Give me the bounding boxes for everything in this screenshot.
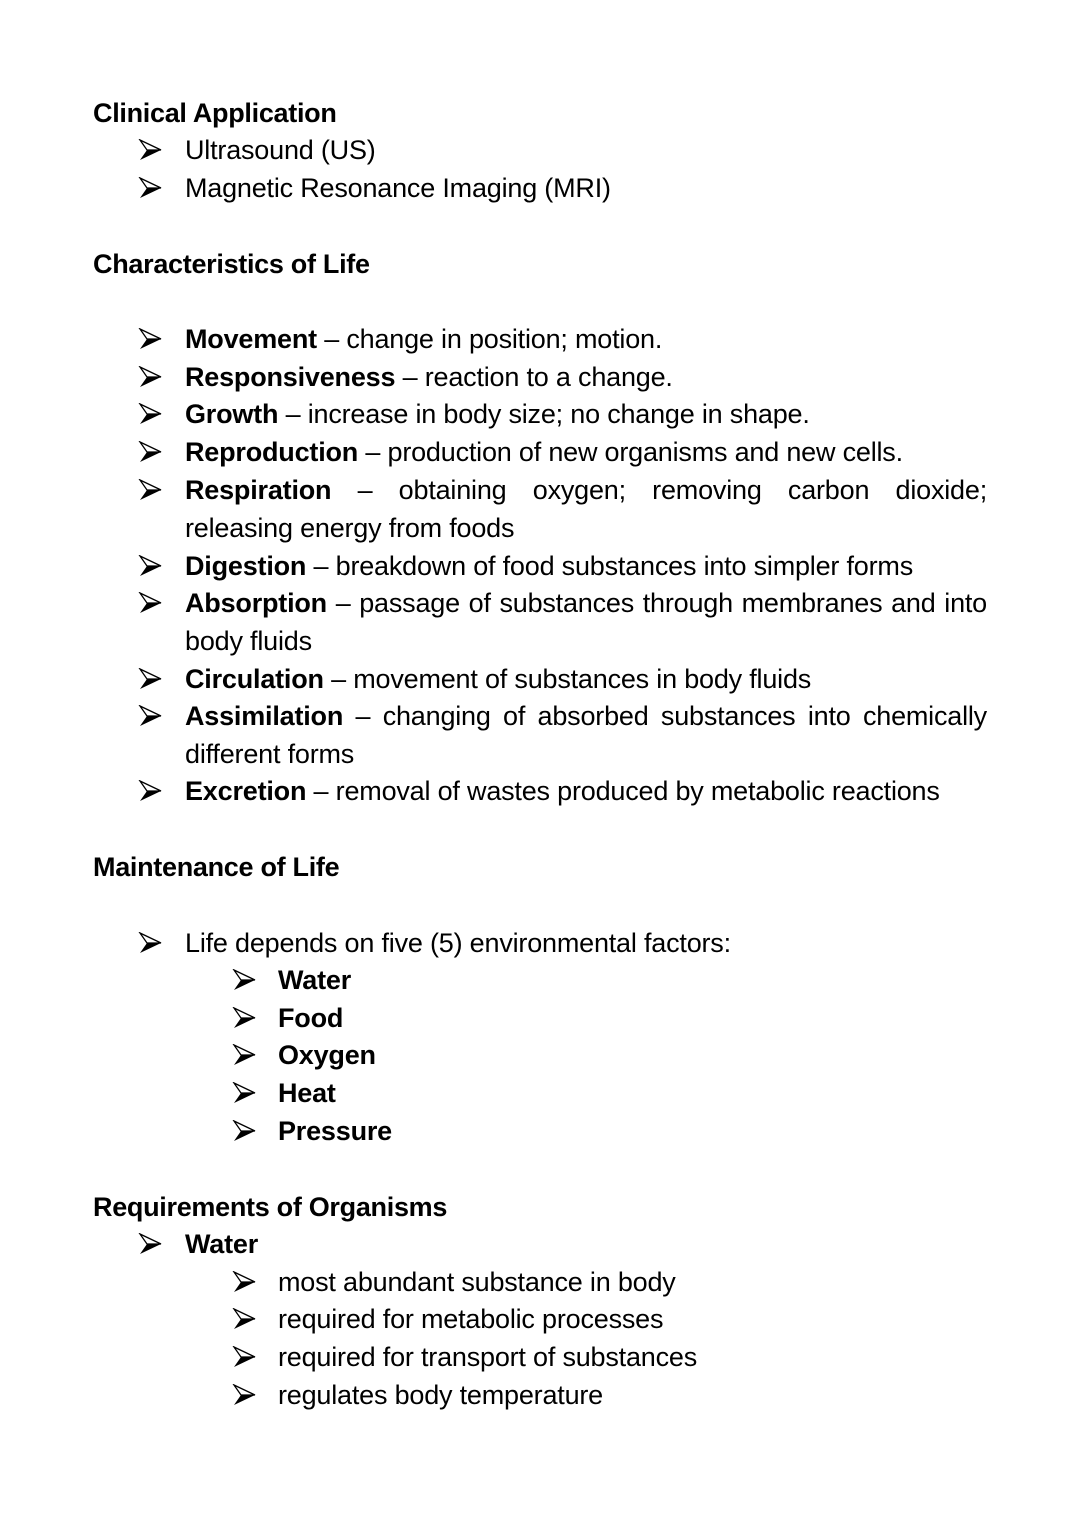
arrowhead-bullet-icon <box>232 1007 256 1029</box>
arrowhead-bullet-icon <box>232 1120 256 1142</box>
water-point-abundant: most abundant substance in body <box>278 1267 676 1297</box>
term: Growth <box>185 399 279 429</box>
term: Absorption <box>185 588 327 618</box>
factor-water <box>278 961 978 999</box>
term: Movement <box>185 324 317 354</box>
list-item-assimilation <box>185 697 987 773</box>
term: Digestion <box>185 551 307 581</box>
arrowhead-bullet-icon <box>138 555 162 577</box>
arrowhead-bullet-icon <box>138 592 162 614</box>
section-heading-requirements-of-organisms: Requirements of Organisms <box>93 1192 448 1222</box>
definition: – changing of absorbed substances into chemically different forms <box>185 701 987 769</box>
arrowhead-bullet-icon <box>232 1044 256 1066</box>
factor-pressure <box>278 1112 978 1150</box>
arrowhead-bullet-icon <box>232 1384 256 1406</box>
water-point-transport: required for transport of substances <box>278 1342 698 1372</box>
list-item-movement <box>185 320 987 358</box>
arrowhead-bullet-icon <box>138 403 162 425</box>
section-heading-characteristics-of-life: Characteristics of Life <box>93 249 370 279</box>
arrowhead-bullet-icon <box>232 1346 256 1368</box>
factor-label: Food <box>278 1003 344 1033</box>
list-item-environmental-factors-intro: Life depends on five (5) environmental factors: <box>185 928 731 958</box>
term: Reproduction <box>185 437 359 467</box>
list-item-excretion <box>185 772 987 810</box>
factor-oxygen <box>278 1036 978 1074</box>
arrowhead-bullet-icon <box>138 328 162 350</box>
list-item-digestion <box>185 547 987 585</box>
factor-food <box>278 999 978 1037</box>
definition: – increase in body size; no change in shape. <box>278 399 810 429</box>
arrowhead-bullet-icon <box>138 441 162 463</box>
arrowhead-bullet-icon <box>232 1082 256 1104</box>
factor-label: Oxygen <box>278 1040 376 1070</box>
water-point-metabolic: required for metabolic processes <box>278 1304 664 1334</box>
term: Assimilation <box>185 701 344 731</box>
arrowhead-bullet-icon <box>138 668 162 690</box>
definition: – breakdown of food substances into simpler forms <box>306 551 914 581</box>
arrowhead-bullet-icon <box>138 139 162 161</box>
definition: – movement of substances in body fluids <box>323 664 812 694</box>
list-item-respiration <box>185 471 987 547</box>
list-item-circulation <box>185 660 987 698</box>
section-heading-clinical-application: Clinical Application <box>93 98 337 128</box>
list-item-reproduction <box>185 433 987 471</box>
requirement-label: Water <box>185 1229 259 1259</box>
definition: – production of new organisms and new cells. <box>358 437 903 467</box>
arrowhead-bullet-icon <box>138 177 162 199</box>
definition: – reaction to a change. <box>395 362 673 392</box>
factor-label: Heat <box>278 1078 336 1108</box>
arrowhead-bullet-icon <box>138 479 162 501</box>
definition: – removal of wastes produced by metabolic reactions <box>306 776 940 806</box>
arrowhead-bullet-icon <box>232 1308 256 1330</box>
arrowhead-bullet-icon <box>232 969 256 991</box>
list-item-absorption <box>185 584 987 660</box>
list-item-mri: Magnetic Resonance Imaging (MRI) <box>185 173 611 203</box>
arrowhead-bullet-icon <box>138 366 162 388</box>
term: Excretion <box>185 776 307 806</box>
definition: – passage of substances through membranes and into body fluids <box>185 588 987 656</box>
list-item-ultrasound: Ultrasound (US) <box>185 135 376 165</box>
section-heading-maintenance-of-life: Maintenance of Life <box>93 852 340 882</box>
arrowhead-bullet-icon <box>138 705 162 727</box>
requirement-water <box>185 1225 987 1263</box>
definition: – change in position; motion. <box>316 324 663 354</box>
list-item-responsiveness <box>185 358 987 396</box>
term: Responsiveness <box>185 362 396 392</box>
list-item-growth <box>185 395 987 433</box>
factor-heat <box>278 1074 978 1112</box>
arrowhead-bullet-icon <box>138 780 162 802</box>
factor-label: Water <box>278 965 352 995</box>
factor-label: Pressure <box>278 1116 392 1146</box>
term: Respiration <box>185 475 332 505</box>
arrowhead-bullet-icon <box>138 932 162 954</box>
water-point-temperature: regulates body temperature <box>278 1380 603 1410</box>
term: Circulation <box>185 664 324 694</box>
arrowhead-bullet-icon <box>138 1233 162 1255</box>
arrowhead-bullet-icon <box>232 1271 256 1293</box>
definition: – obtaining oxygen; removing carbon dioxide; releasing energy from foods <box>185 475 987 543</box>
